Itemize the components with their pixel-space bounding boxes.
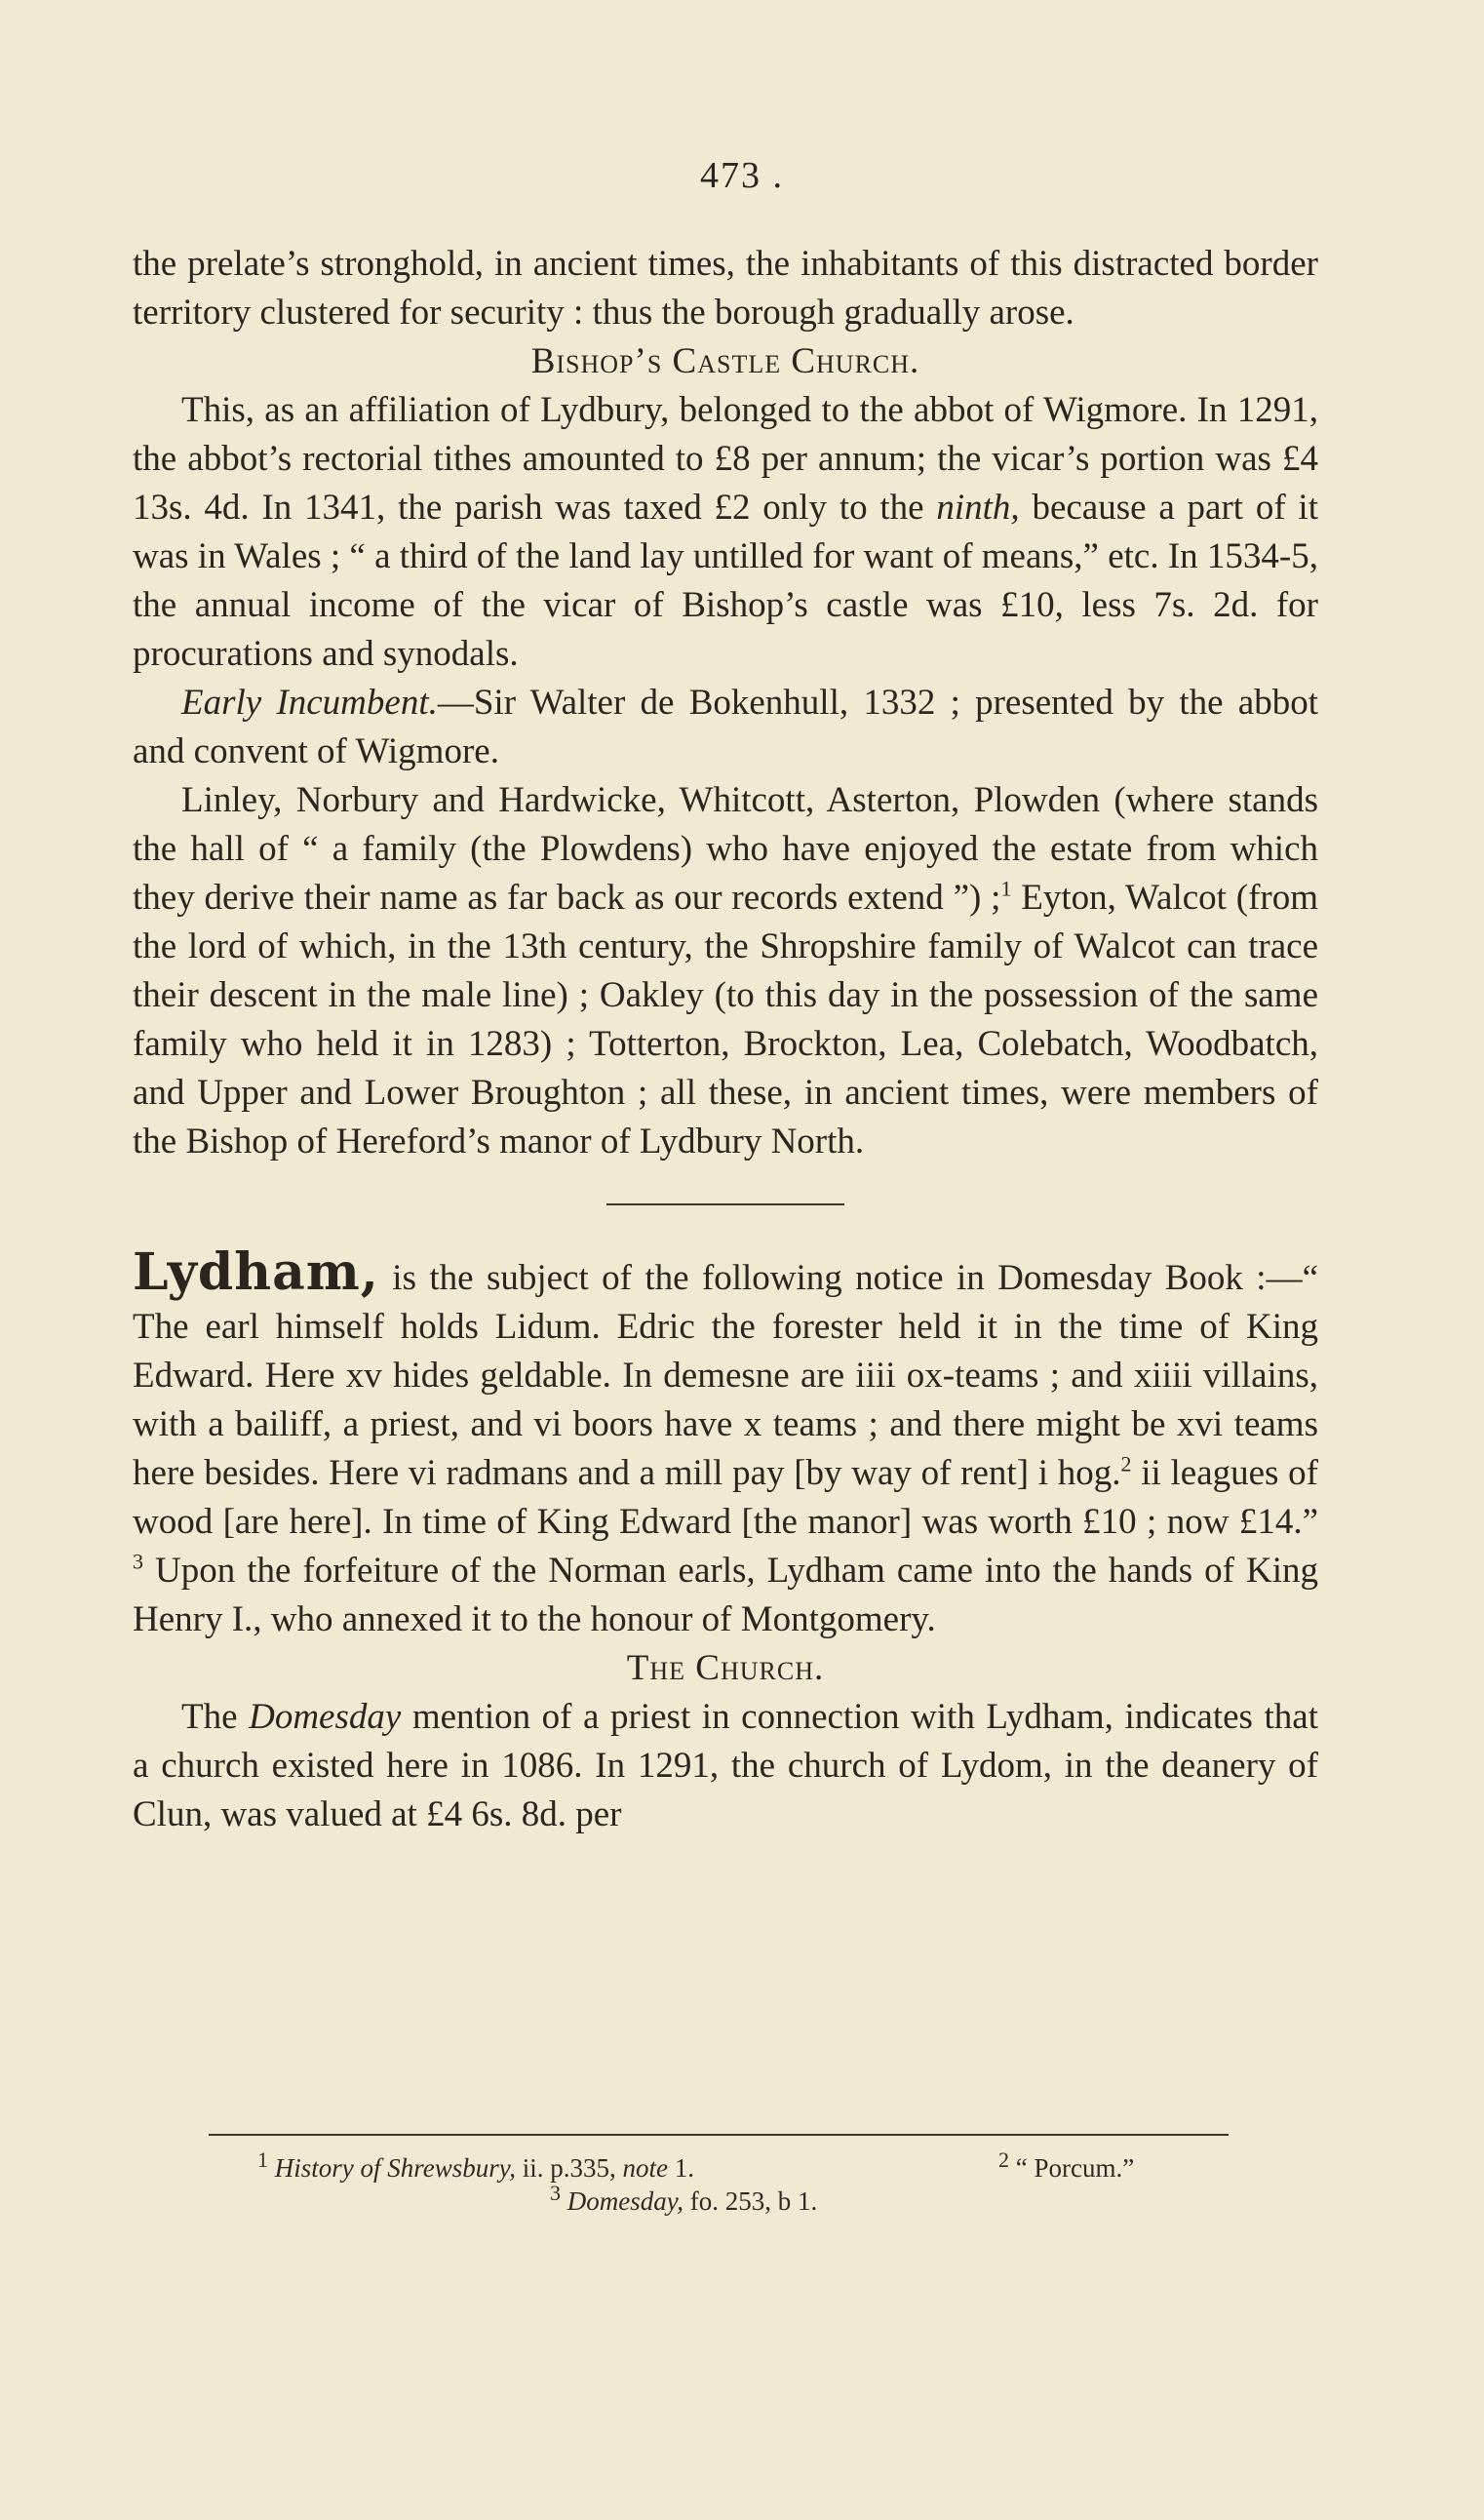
text-run: fo. 253, b 1. bbox=[683, 2186, 818, 2216]
paragraph-lydham bbox=[133, 1242, 1318, 1644]
italic-run: History of Shrewsbury, bbox=[274, 2153, 517, 2183]
section-heading-bishops-castle-church: Bishop’s Castle Church. bbox=[530, 341, 920, 381]
footnote-number: 1 bbox=[257, 2147, 268, 2172]
paragraph-continuation: the prelate’s stronghold, in ancient times, the inhabitants of this distracted border territory clustered for security : thus the borough gradually arose. bbox=[133, 244, 1318, 333]
section-heading-the-church: The Church. bbox=[626, 1648, 825, 1688]
text-run: Eyton, Walcot (from the lord of which, in the 13th century, the Shropshire family of Walcot can trace their descent in the male line) ; Oakley (to this day in the possession of the same family who held it in 1283) ; Totterton, Brockton, Lea, Colebatch, Woodbatch, and Upper and Lower Broughton ; all these, in ancient times, were members of the Bishop of Hereford’s manor of Lydbury North. bbox=[133, 878, 1318, 1162]
italic-run: Domesday, bbox=[566, 2186, 683, 2216]
paragraph-early-incumbent bbox=[133, 679, 1318, 776]
footnote-number: 3 bbox=[550, 2181, 561, 2205]
text-run: because a part of it was in Wales ; “ a third of the land lay untilled for want of means,” etc. In 1534-5, the annual income of the vicar of Bishop’s castle was £10, less 7s. 2d. for procurations and synodals. bbox=[133, 488, 1318, 674]
text-run: This, as an affiliation of Lydbury, belonged to the abbot of Wigmore. In 1291, the abbot’s rectorial tithes amounted to £8 per annum; the vicar’s portion was £4 13s. 4d. In 1341, the parish was taxed £2 only to the bbox=[133, 390, 1318, 528]
text-run: 1. bbox=[668, 2153, 695, 2183]
text-run: ii. p.335, bbox=[516, 2153, 623, 2183]
text-run: “ Porcum.” bbox=[1009, 2153, 1135, 2183]
section-divider bbox=[606, 1203, 844, 1205]
italic-run: note bbox=[622, 2153, 669, 2183]
footnote-ref-3[interactable]: 3 bbox=[133, 1549, 143, 1574]
page-number: 473 . bbox=[700, 155, 784, 196]
text-run: Upon the forfeiture of the Norman earls, Lydham came into the hands of King Henry I., who annexed it to the honour of Montgomery. bbox=[133, 1551, 1318, 1639]
text-run: Linley, Norbury and Hardwicke, Whitcott, Asterton, Plowden (where stands the hall of “ a family (the Plowdens) who have enjoyed the estate from which they derive their name as far back as our records extend ”) ; bbox=[133, 780, 1318, 918]
footnote-1 bbox=[257, 2147, 695, 2185]
text-run: mention of a priest in connection with Lydham, indicates that a church existed here in 1086. In 1291, the church of Lydom, in the deanery of Clun, was valued at £4 6s. 8d. per bbox=[133, 1697, 1318, 1834]
paragraph-townships bbox=[133, 776, 1318, 1166]
footnote-2 bbox=[998, 2147, 1135, 2185]
footnote-number: 2 bbox=[998, 2147, 1009, 2172]
footnote-3 bbox=[550, 2181, 818, 2218]
italic-run: ninth, bbox=[936, 488, 1020, 528]
footnote-ref-2[interactable]: 2 bbox=[1120, 1451, 1132, 1477]
text-run: ii leagues of wood [are here]. In time of King Edward [the manor] was worth £10 ; now £14.” bbox=[133, 1453, 1318, 1542]
blackletter-dropcap: Lydham, bbox=[133, 1242, 379, 1302]
footnote-divider bbox=[209, 2134, 1229, 2136]
text-run: The bbox=[181, 1697, 250, 1737]
paragraph-affiliation bbox=[133, 386, 1318, 679]
footnote-ref-1[interactable]: 1 bbox=[1000, 876, 1012, 901]
paragraph-domesday-priest bbox=[133, 1693, 1318, 1839]
text-run: is the subject of the following notice in Domesday Book :—“ The earl himself holds Lidum. Edric the forester held it in the time of King Edward. Here xv hides geldable. In demesne are iiii ox-teams ; and xiiii villains, with a bailiff, a priest, and vi boors have x teams ; and there might be xvi teams here besides. Here vi radmans and a mill pay [by way of rent] i hog. bbox=[133, 1258, 1318, 1493]
italic-run: Early Incumbent. bbox=[181, 683, 438, 723]
main-text bbox=[133, 240, 1318, 1839]
italic-run: Domesday bbox=[249, 1697, 402, 1737]
text-run: —Sir Walter de Bokenhull, 1332 ; presented by the abbot and convent of Wigmore. bbox=[133, 683, 1318, 771]
